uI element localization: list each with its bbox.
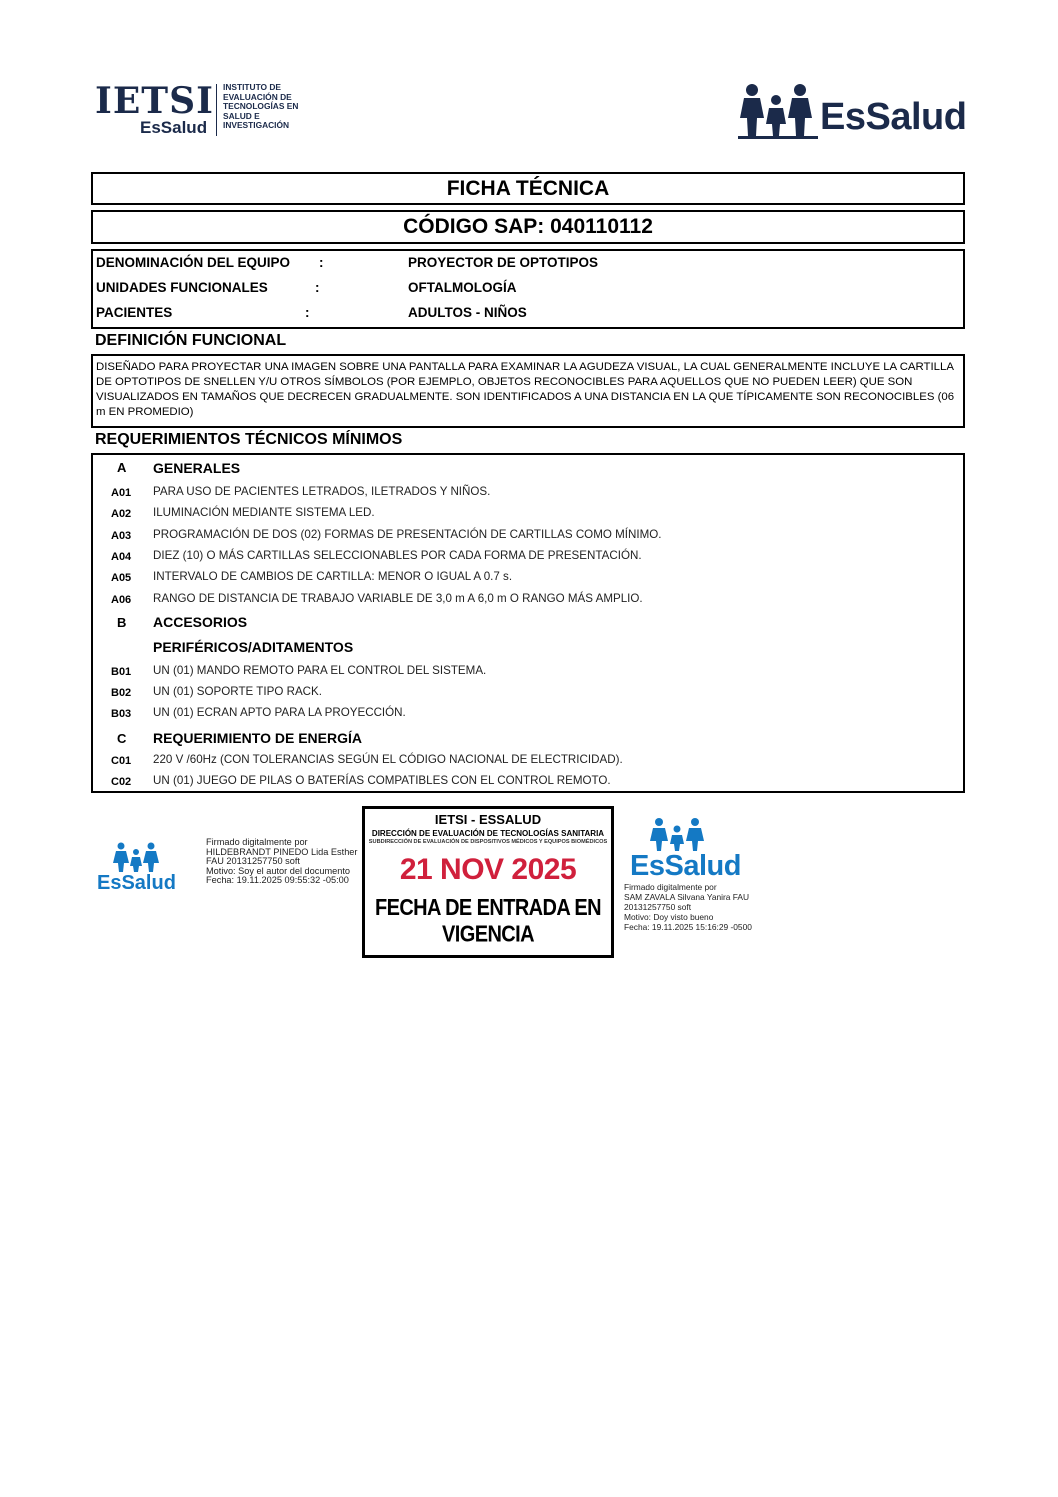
ietsi-institute-text <box>223 83 313 131</box>
signature-line: Motivo: Soy el autor del documento <box>206 865 351 876</box>
req-code: B03 <box>111 708 132 720</box>
ietsi-logo-word: IETSI <box>95 80 214 122</box>
equipment-info-box <box>91 249 965 329</box>
section-letter-b: B <box>117 615 127 630</box>
signature-line: FAU 20131257750 soft <box>206 856 300 867</box>
req-code: C01 <box>111 755 132 767</box>
definition-heading: DEFINICIÓN FUNCIONAL <box>95 332 287 349</box>
ietsi-institute-line: INVESTIGACIÓN <box>223 120 290 131</box>
info-value-unidades: OFTALMOLOGÍA <box>408 280 517 295</box>
stamp-label: FECHA DE ENTRADA EN VIGENCIA <box>374 895 601 948</box>
req-code: A02 <box>111 508 132 520</box>
family-icon <box>738 82 820 140</box>
signature-line: Fecha: 19.11.2025 15:16:29 -0500 <box>624 922 752 932</box>
ietsi-logo-sub: EsSalud <box>140 118 208 137</box>
info-colon: : <box>305 305 310 320</box>
info-label-denominacion: DENOMINACIÓN DEL EQUIPO <box>96 255 291 270</box>
digital-signature-1 <box>206 838 361 886</box>
stamp-direction: DIRECCIÓN DE EVALUACIÓN DE TECNOLOGÍAS SANITARIA <box>371 829 605 838</box>
stamp-date: 21 NOV 2025 <box>399 853 577 886</box>
section-title-generales: GENERALES <box>153 460 241 476</box>
signature-line: HILDEBRANDT PINEDO Lida Esther <box>206 846 358 857</box>
signature-line: SAM ZAVALA Silvana Yanira FAU <box>624 892 750 902</box>
req-code: A03 <box>111 530 132 542</box>
essalud-signature-logo <box>97 842 177 894</box>
family-icon <box>113 842 193 876</box>
section-letter-a: A <box>117 460 127 475</box>
signature-line: 20131257750 soft <box>624 902 692 912</box>
req-code: B02 <box>111 687 132 699</box>
ietsi-institute-line: SALUD E <box>223 110 260 121</box>
ietsi-logo-divider <box>216 84 217 136</box>
definition-box <box>91 354 965 428</box>
info-value-denominacion: PROYECTOR DE OPTOTIPOS <box>408 255 599 270</box>
requirements-box <box>91 453 965 793</box>
req-code: C02 <box>111 776 132 788</box>
signature-line: Motivo: Doy visto bueno <box>624 912 714 922</box>
req-code: B01 <box>111 666 132 678</box>
requirements-heading: REQUERIMIENTOS TÉCNICOS MÍNIMOS <box>95 431 403 448</box>
essalud-signature-logo-word: EsSalud <box>97 872 176 894</box>
signature-line: Firmado digitalmente por <box>206 837 308 847</box>
page-title: FICHA TÉCNICA <box>91 172 965 205</box>
req-code: A05 <box>111 572 132 584</box>
section-title-accesorios: ACCESORIOS <box>153 614 248 630</box>
definition-text: DISEÑADO PARA PROYECTAR UNA IMAGEN SOBRE UNA PANTALLA PARA EXAMINAR LA AGUDEZA VISUAL, LA CUAL GENERALMENTE INCLUYE LA CARTILLA DE OPTOTIPOS DE SNELLEN Y/U OTROS SÍMBOLOS (POR EJEMPLO, OBJETOS RECONOCIBLES PARA AQUELLOS QUE NO PUEDEN LEER) QUE SON VISUALIZADOS EN TAMAÑOS QUE DECRECEN GRADUALMENTE. SON IDENTIFICADOS A UNA DISTANCIA EN LA QUE TÍPICAMENTE SON RECONOCIBLES (06 m EN PROMEDIO) <box>96 361 955 418</box>
req-text: INTERVALO DE CAMBIOS DE CARTILLA: MENOR O IGUAL A 0.7 s. <box>153 570 513 583</box>
signature-line: Fecha: 19.11.2025 09:55:32 -05:00 <box>206 875 349 886</box>
stamp-subdirection: SUBDIRECCIÓN DE EVALUACIÓN DE DISPOSITIVOS MÉDICOS Y EQUIPOS BIOMÉDICOS <box>368 839 608 845</box>
essalud-logo-word: EsSalud <box>820 96 967 138</box>
req-code: A01 <box>111 487 132 499</box>
digital-signature-2 <box>624 882 824 932</box>
essalud-signature-logo-2 <box>624 818 741 884</box>
req-text: DIEZ (10) O MÁS CARTILLAS SELECCIONABLES POR CADA FORMA DE PRESENTACIÓN. <box>153 549 642 562</box>
ietsi-institute-line: EVALUACIÓN DE <box>223 91 292 102</box>
essalud-logo <box>738 82 968 140</box>
ietsi-institute-line: TECNOLOGÍAS EN <box>223 101 299 112</box>
req-text: UN (01) JUEGO DE PILAS O BATERÍAS COMPATIBLES CON EL CONTROL REMOTO. <box>153 774 611 787</box>
req-text: RANGO DE DISTANCIA DE TRABAJO VARIABLE DE 3,0 m A 6,0 m O RANGO MÁS AMPLIO. <box>153 592 643 605</box>
info-colon: : <box>315 280 320 295</box>
info-label-pacientes: PACIENTES <box>96 305 173 320</box>
info-colon: : <box>319 255 324 270</box>
info-label-unidades: UNIDADES FUNCIONALES <box>96 280 268 295</box>
section-title-energia: REQUERIMIENTO DE ENERGÍA <box>153 730 362 746</box>
info-value-pacientes: ADULTOS - NIÑOS <box>408 305 527 320</box>
family-icon <box>650 818 710 852</box>
req-text: PROGRAMACIÓN DE DOS (02) FORMAS DE PRESENTACIÓN DE CARTILLAS COMO MÍNIMO. <box>153 528 662 541</box>
validity-stamp <box>362 806 614 958</box>
req-text: UN (01) SOPORTE TIPO RACK. <box>153 685 323 698</box>
req-code: A04 <box>111 551 132 563</box>
sap-code-title: CÓDIGO SAP: 040110112 <box>91 210 965 244</box>
req-code: A06 <box>111 594 132 606</box>
section-letter-c: C <box>117 731 127 746</box>
ietsi-institute-line: INSTITUTO DE <box>223 82 282 92</box>
req-text: PARA USO DE PACIENTES LETRADOS, ILETRADOS Y NIÑOS. <box>153 485 491 498</box>
signature-line: Firmado digitalmente por <box>624 882 717 892</box>
req-text: UN (01) MANDO REMOTO PARA EL CONTROL DEL SISTEMA. <box>153 664 487 677</box>
req-text: 220 V /60Hz (CON TOLERANCIAS SEGÚN EL CÓDIGO NACIONAL DE ELECTRICIDAD). <box>153 753 623 766</box>
essalud-signature-logo-2-word: EsSalud <box>630 850 741 882</box>
req-text: UN (01) ECRAN APTO PARA LA PROYECCIÓN. <box>153 706 406 719</box>
stamp-title: IETSI - ESSALUD <box>434 812 542 827</box>
section-subtitle-perifericos: PERIFÉRICOS/ADITAMENTOS <box>153 639 354 655</box>
ietsi-logo <box>95 80 310 140</box>
req-text: ILUMINACIÓN MEDIANTE SISTEMA LED. <box>153 506 375 519</box>
